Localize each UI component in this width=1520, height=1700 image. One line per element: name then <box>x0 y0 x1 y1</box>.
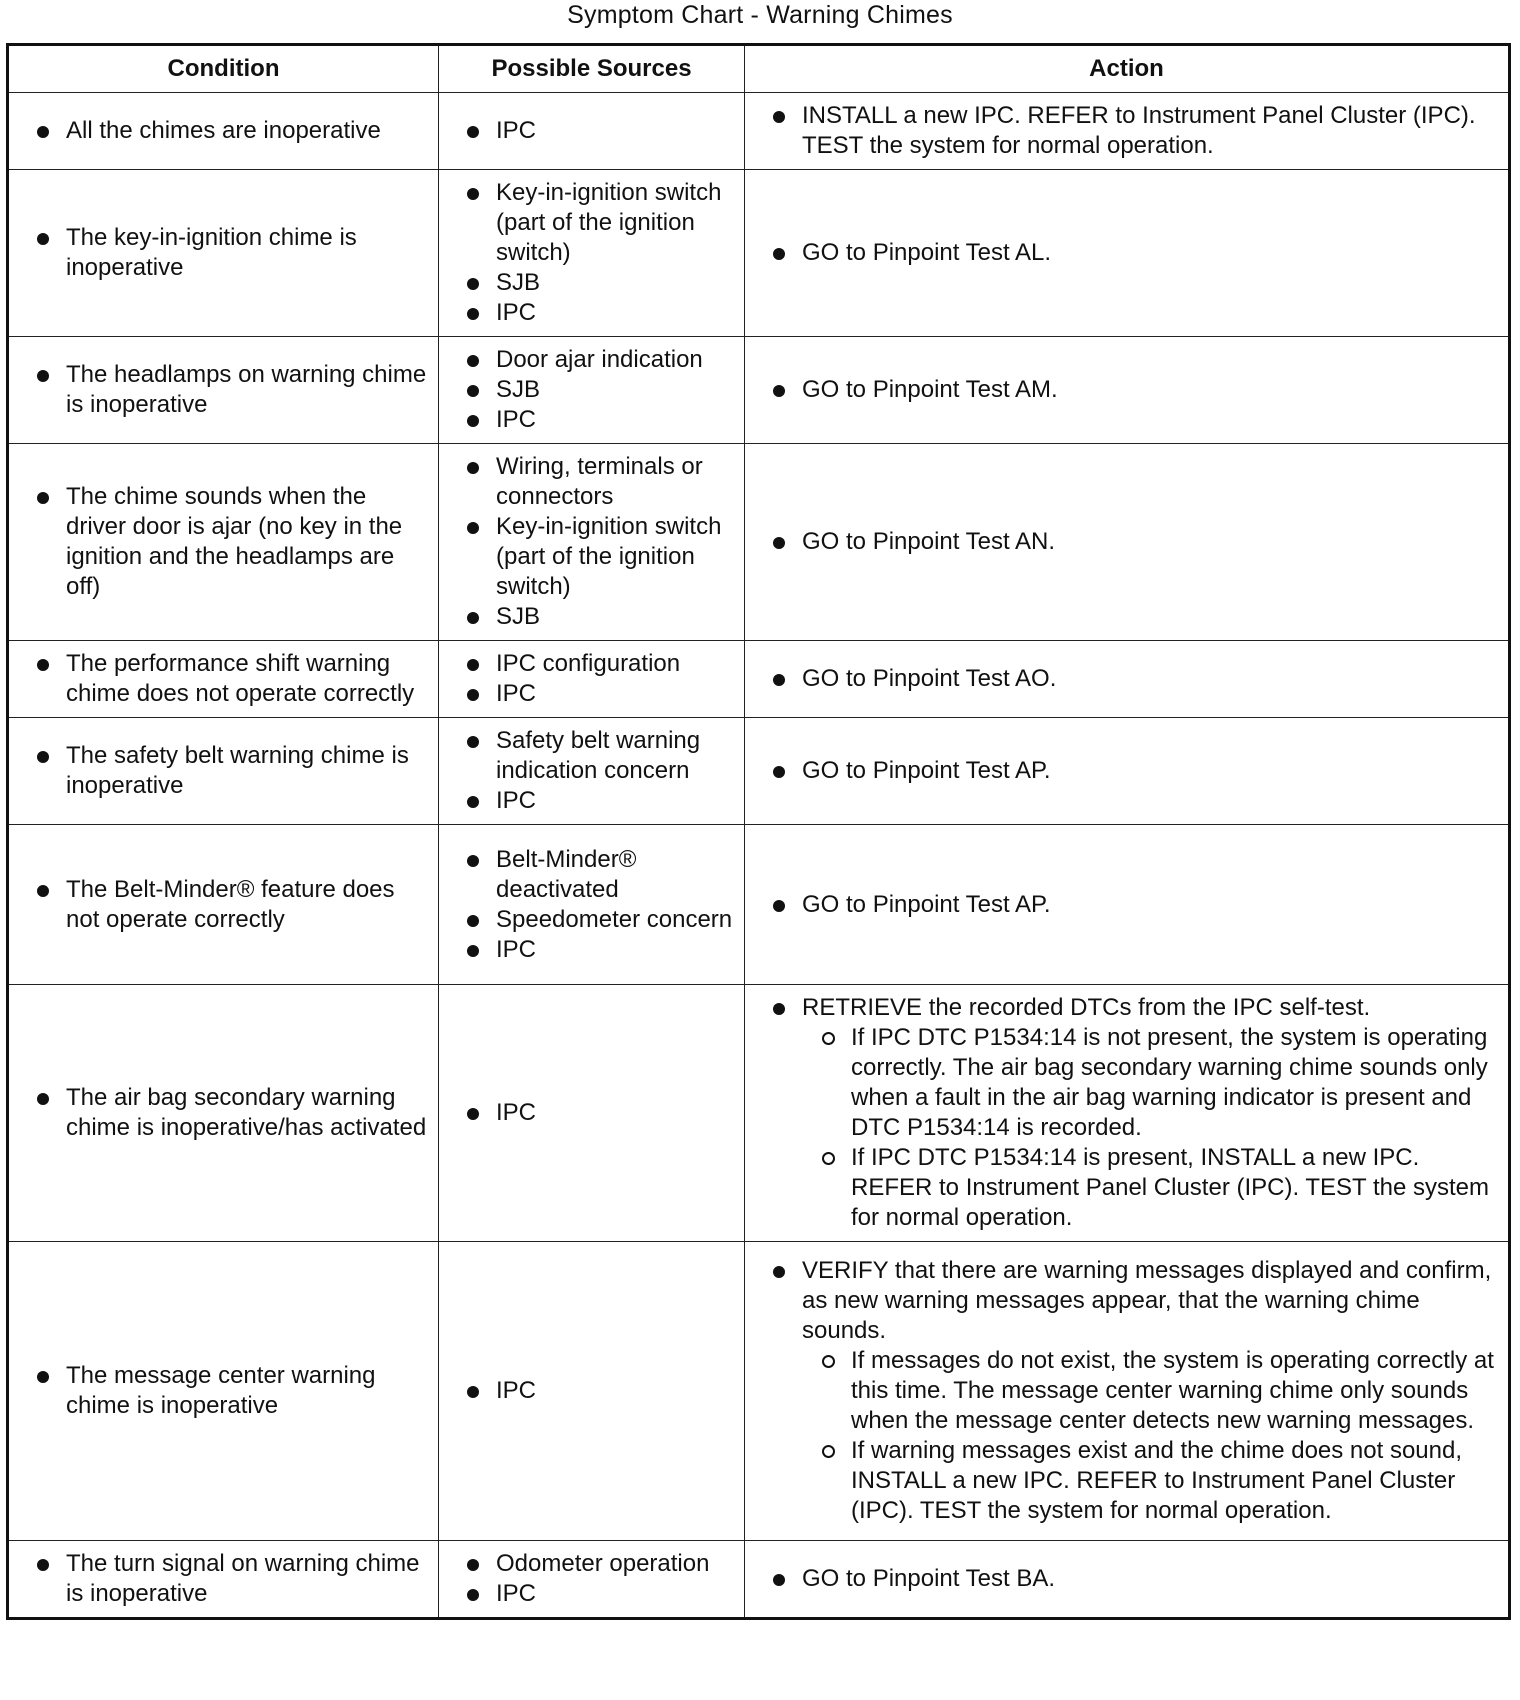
bullet-icon <box>467 689 479 701</box>
bullet-icon <box>467 385 479 397</box>
source-item <box>465 1376 736 1406</box>
action-sublist <box>822 1023 1498 1233</box>
table-row <box>8 825 1510 985</box>
condition-cell <box>8 825 439 985</box>
condition-cell <box>8 1541 439 1619</box>
action-text: GO to Pinpoint Test AM. <box>802 376 1058 403</box>
source-text: Speedometer concern <box>496 905 733 933</box>
bullet-icon <box>467 855 479 867</box>
condition-item <box>35 482 430 602</box>
sources-list <box>465 452 736 632</box>
condition-item <box>35 360 430 420</box>
condition-list <box>35 482 430 602</box>
sources-cell <box>439 641 745 718</box>
hollow-bullet-icon <box>822 1032 835 1045</box>
source-item <box>465 679 736 709</box>
action-list <box>771 375 1498 405</box>
sources-list <box>465 726 736 816</box>
bullet-icon <box>467 915 479 927</box>
bullet-icon <box>467 1589 479 1601</box>
bullet-icon <box>773 674 785 686</box>
sources-list <box>465 345 736 435</box>
condition-cell <box>8 985 439 1242</box>
condition-list <box>35 741 430 801</box>
action-list <box>771 527 1498 557</box>
action-list <box>771 1256 1498 1526</box>
symptom-table <box>6 43 1511 1620</box>
condition-text: The key-in-ignition chime is inoperative <box>66 224 357 281</box>
bullet-icon <box>467 1386 479 1398</box>
bullet-icon <box>467 1108 479 1120</box>
bullet-icon <box>467 188 479 200</box>
condition-item <box>35 649 430 709</box>
action-text: VERIFY that there are warning messages displayed and confirm, as new warning messages appear, that the warning chime sounds. <box>802 1257 1492 1344</box>
bullet-icon <box>773 1003 785 1015</box>
action-item <box>771 375 1498 405</box>
bullet-icon <box>467 462 479 474</box>
action-cell <box>745 985 1510 1242</box>
action-list <box>771 101 1498 161</box>
hollow-bullet-icon <box>822 1445 835 1458</box>
source-item <box>465 1579 736 1609</box>
action-text: GO to Pinpoint Test AO. <box>802 665 1057 692</box>
bullet-icon <box>467 355 479 367</box>
action-text: INSTALL a new IPC. REFER to Instrument Panel Cluster (IPC). TEST the system for normal operation. <box>802 102 1476 159</box>
source-item <box>465 512 736 602</box>
condition-list <box>35 116 430 146</box>
action-item <box>771 756 1498 786</box>
bullet-icon <box>773 537 785 549</box>
condition-list <box>35 1361 430 1421</box>
action-list <box>771 664 1498 694</box>
action-list <box>771 890 1498 920</box>
bullet-icon <box>773 900 785 912</box>
source-item <box>465 845 736 905</box>
action-subitem <box>822 1436 1498 1526</box>
bullet-icon <box>37 1093 49 1105</box>
action-text: GO to Pinpoint Test AL. <box>802 239 1052 266</box>
bullet-icon <box>467 522 479 534</box>
condition-cell <box>8 1242 439 1541</box>
source-item <box>465 935 736 965</box>
source-text: IPC <box>496 787 537 814</box>
action-cell <box>745 1242 1510 1541</box>
condition-list <box>35 875 430 935</box>
source-item <box>465 649 736 679</box>
source-item <box>465 298 736 328</box>
source-item <box>465 405 736 435</box>
action-item <box>771 1564 1498 1594</box>
condition-item <box>35 223 430 283</box>
condition-text: The chime sounds when the driver door is ajar (no key in the ignition and the headlamps are off) <box>66 483 403 600</box>
source-text: Key-in-ignition switch (part of the ignition switch) <box>496 513 722 600</box>
table-row <box>8 170 1510 337</box>
bullet-icon <box>773 1574 785 1586</box>
bullet-icon <box>37 126 49 138</box>
action-text: GO to Pinpoint Test BA. <box>802 1565 1056 1592</box>
source-text: IPC <box>496 299 537 326</box>
sources-list <box>465 116 736 146</box>
bullet-icon <box>37 370 49 382</box>
bullet-icon <box>467 126 479 138</box>
sources-list <box>465 1376 736 1406</box>
condition-cell <box>8 170 439 337</box>
sources-cell <box>439 444 745 641</box>
sources-cell <box>439 718 745 825</box>
source-text: IPC <box>496 1377 537 1404</box>
condition-item <box>35 1361 430 1421</box>
source-item <box>465 178 736 268</box>
condition-item <box>35 1549 430 1609</box>
action-item <box>771 101 1498 161</box>
condition-text: The message center warning chime is inoperative <box>66 1362 376 1419</box>
action-cell <box>745 825 1510 985</box>
sources-list <box>465 649 736 709</box>
chart-title: Symptom Chart - Warning Chimes <box>567 1 953 29</box>
bullet-icon <box>467 612 479 624</box>
action-subtext: If messages do not exist, the system is operating correctly at this time. The message center warning chime only sounds when the message center detects new warning messages. <box>851 1347 1494 1434</box>
sources-list <box>465 1549 736 1609</box>
action-list <box>771 756 1498 786</box>
source-text: Door ajar indication <box>496 346 703 373</box>
table-row <box>8 641 1510 718</box>
source-text: Wiring, terminals or connectors <box>496 453 703 510</box>
table-row <box>8 337 1510 444</box>
header-possible-sources: Possible Sources <box>439 45 745 93</box>
action-cell <box>745 170 1510 337</box>
source-item <box>465 375 736 405</box>
sources-cell <box>439 825 745 985</box>
action-list <box>771 993 1498 1233</box>
action-list <box>771 1564 1498 1594</box>
table-row <box>8 93 1510 170</box>
source-text: IPC <box>496 1099 537 1126</box>
condition-item <box>35 1083 430 1143</box>
table-row <box>8 1541 1510 1619</box>
bullet-icon <box>467 415 479 427</box>
source-item <box>465 116 736 146</box>
bullet-icon <box>467 659 479 671</box>
action-subtext: If warning messages exist and the chime does not sound, INSTALL a new IPC. REFER to Instrument Panel Cluster (IPC). TEST the system for normal operation. <box>851 1437 1463 1524</box>
sources-cell <box>439 1541 745 1619</box>
source-text: Key-in-ignition switch (part of the ignition switch) <box>496 179 722 266</box>
condition-cell <box>8 93 439 170</box>
condition-list <box>35 223 430 283</box>
bullet-icon <box>773 111 785 123</box>
action-text: GO to Pinpoint Test AP. <box>802 890 1051 918</box>
condition-item <box>35 116 430 146</box>
action-text: GO to Pinpoint Test AN. <box>802 528 1056 555</box>
condition-text: The headlamps on warning chime is inoperative <box>66 361 427 418</box>
source-text: IPC <box>496 117 537 144</box>
bullet-icon <box>467 736 479 748</box>
header-action: Action <box>745 45 1510 93</box>
bullet-icon <box>773 385 785 397</box>
condition-cell <box>8 444 439 641</box>
action-text: GO to Pinpoint Test AP. <box>802 757 1051 784</box>
source-item <box>465 905 736 935</box>
source-text: Safety belt warning indication concern <box>496 727 701 784</box>
action-subitem <box>822 1143 1498 1233</box>
action-item <box>771 527 1498 557</box>
action-sublist <box>822 1346 1498 1526</box>
source-text: Belt-Minder® deactivated <box>496 845 637 903</box>
action-item <box>771 1256 1498 1526</box>
action-cell <box>745 641 1510 718</box>
bullet-icon <box>37 1371 49 1383</box>
action-list <box>771 238 1498 268</box>
condition-text: The performance shift warning chime does not operate correctly <box>66 650 415 707</box>
source-text: IPC configuration <box>496 650 681 677</box>
table-row <box>8 718 1510 825</box>
condition-cell <box>8 718 439 825</box>
source-text: SJB <box>496 376 541 403</box>
action-cell <box>745 444 1510 641</box>
table-row <box>8 985 1510 1242</box>
bullet-icon <box>773 248 785 260</box>
sources-list <box>465 178 736 328</box>
table-body <box>8 93 1510 1619</box>
sources-cell <box>439 93 745 170</box>
sources-list <box>465 845 736 965</box>
source-item <box>465 452 736 512</box>
action-item <box>771 993 1498 1233</box>
bullet-icon <box>773 1266 785 1278</box>
table-row <box>8 1242 1510 1541</box>
bullet-icon <box>37 1559 49 1571</box>
action-item <box>771 664 1498 694</box>
condition-item <box>35 741 430 801</box>
hollow-bullet-icon <box>822 1355 835 1368</box>
condition-text: The air bag secondary warning chime is inoperative/has activated <box>66 1084 427 1141</box>
condition-list <box>35 649 430 709</box>
sources-cell <box>439 337 745 444</box>
sources-cell <box>439 1242 745 1541</box>
action-cell <box>745 337 1510 444</box>
header-condition: Condition <box>8 45 439 93</box>
condition-text: The turn signal on warning chime is inoperative <box>66 1550 420 1607</box>
source-text: SJB <box>496 269 541 296</box>
source-item <box>465 1098 736 1128</box>
table-row <box>8 444 1510 641</box>
action-subtext: If IPC DTC P1534:14 is not present, the system is operating correctly. The air bag secondary warning chime sounds only when a fault in the air bag warning indicator is present and DTC P1534:14 is recorded. <box>851 1024 1488 1141</box>
source-item <box>465 345 736 375</box>
bullet-icon <box>37 492 49 504</box>
source-item <box>465 268 736 298</box>
action-item <box>771 890 1498 920</box>
sources-list <box>465 1098 736 1128</box>
bullet-icon <box>37 233 49 245</box>
source-text: IPC <box>496 680 537 707</box>
source-item <box>465 786 736 816</box>
source-item <box>465 1549 736 1579</box>
source-text: IPC <box>496 935 537 963</box>
action-cell <box>745 1541 1510 1619</box>
source-text: Odometer operation <box>496 1550 710 1577</box>
action-item <box>771 238 1498 268</box>
bullet-icon <box>467 945 479 957</box>
action-subtext: If IPC DTC P1534:14 is present, INSTALL a new IPC. REFER to Instrument Panel Cluster (IPC). TEST the system for normal operation. <box>851 1144 1489 1231</box>
bullet-icon <box>467 796 479 808</box>
bullet-icon <box>773 766 785 778</box>
condition-text: The safety belt warning chime is inoperative <box>66 742 409 799</box>
condition-text: The Belt-Minder® feature does not operate correctly <box>66 875 395 933</box>
condition-cell <box>8 337 439 444</box>
source-item <box>465 726 736 786</box>
source-text: IPC <box>496 1580 537 1607</box>
hollow-bullet-icon <box>822 1152 835 1165</box>
bullet-icon <box>467 278 479 290</box>
sources-cell <box>439 170 745 337</box>
condition-list <box>35 1083 430 1143</box>
sources-cell <box>439 985 745 1242</box>
bullet-icon <box>467 1559 479 1571</box>
condition-list <box>35 360 430 420</box>
action-cell <box>745 93 1510 170</box>
bullet-icon <box>37 885 49 897</box>
bullet-icon <box>37 751 49 763</box>
source-text: SJB <box>496 603 541 630</box>
action-cell <box>745 718 1510 825</box>
action-subitem <box>822 1346 1498 1436</box>
source-item <box>465 602 736 632</box>
action-text: RETRIEVE the recorded DTCs from the IPC self-test. <box>802 994 1371 1021</box>
header-row <box>8 45 1510 93</box>
bullet-icon <box>467 308 479 320</box>
condition-cell <box>8 641 439 718</box>
condition-text: All the chimes are inoperative <box>66 117 381 144</box>
bullet-icon <box>37 659 49 671</box>
condition-list <box>35 1549 430 1609</box>
action-subitem <box>822 1023 1498 1143</box>
source-text: IPC <box>496 406 537 433</box>
condition-item <box>35 875 430 935</box>
